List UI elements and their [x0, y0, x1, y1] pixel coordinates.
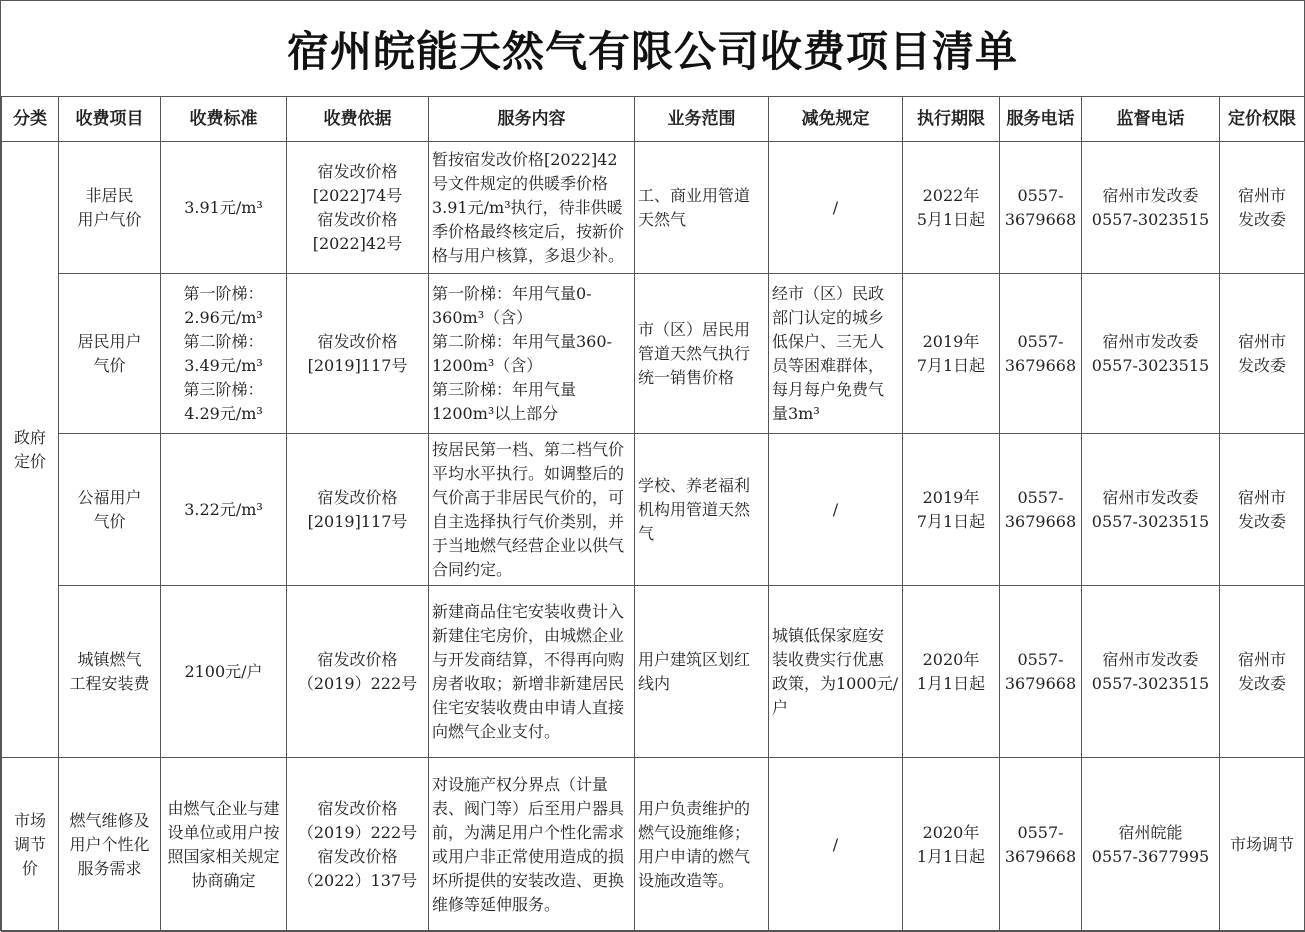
item-cell: 燃气维修及用户个性化服务需求	[59, 758, 161, 932]
period-cell: 2020年 1月1日起	[903, 586, 1000, 758]
header-category: 分类	[2, 97, 59, 142]
period-cell: 2020年 1月1日起	[903, 758, 1000, 932]
item-cell: 非居民 用户气价	[59, 142, 161, 274]
authority-cell: 宿州市 发改委	[1220, 274, 1305, 434]
period-cell: 2019年 7月1日起	[903, 274, 1000, 434]
header-supervision-phone: 监督电话	[1082, 97, 1220, 142]
service-phone-cell: 0557- 3679668	[1000, 274, 1082, 434]
authority-cell: 市场调节	[1220, 758, 1305, 932]
table-row	[2, 274, 1305, 434]
scope-cell: 用户建筑区划红线内	[635, 586, 769, 758]
item-cell: 公福用户 气价	[59, 434, 161, 586]
table-row	[2, 586, 1305, 758]
content-cell: 新建商品住宅安装收费计入新建住宅房价，由城燃企业与开发商结算，不得再向购房者收取；新增非新建居民住宅安装收费由申请人直接向燃气企业支付。	[429, 586, 635, 758]
exemption-cell: 城镇低保家庭安装收费实行优惠政策，为1000元/户	[769, 586, 903, 758]
scope-cell: 用户负责维护的燃气设施维修；用户申请的燃气设施改造等。	[635, 758, 769, 932]
basis-cell: 宿发改价格 [2019]117号	[287, 274, 429, 434]
supervision-phone-cell: 宿州皖能 0557-3677995	[1082, 758, 1220, 932]
supervision-phone-cell: 宿州市发改委 0557-3023515	[1082, 274, 1220, 434]
table-row	[2, 434, 1305, 586]
fee-table	[1, 96, 1305, 932]
exemption-cell: /	[769, 434, 903, 586]
service-phone-cell: 0557- 3679668	[1000, 586, 1082, 758]
header-exemption: 减免规定	[769, 97, 903, 142]
authority-cell: 宿州市 发改委	[1220, 434, 1305, 586]
standard-cell: 3.22元/m³	[161, 434, 287, 586]
service-phone-cell: 0557- 3679668	[1000, 758, 1082, 932]
supervision-phone-cell: 宿州市发改委 0557-3023515	[1082, 434, 1220, 586]
service-phone-cell: 0557- 3679668	[1000, 142, 1082, 274]
header-scope: 业务范围	[635, 97, 769, 142]
supervision-phone-cell: 宿州市发改委 0557-3023515	[1082, 142, 1220, 274]
content-cell: 第一阶梯：年用气量0-360m³（含） 第二阶梯：年用气量360-1200m³（含） 第三阶梯：年用气量1200m³以上部分	[429, 274, 635, 434]
standard-cell: 3.91元/m³	[161, 142, 287, 274]
category-cell-market: 市场 调节 价	[2, 758, 59, 932]
basis-cell: 宿发改价格 （2019）222号	[287, 586, 429, 758]
header-row	[2, 97, 1305, 142]
header-item: 收费项目	[59, 97, 161, 142]
page-title: 宿州皖能天然气有限公司收费项目清单	[286, 26, 1018, 76]
basis-cell: 宿发改价格 [2019]117号	[287, 434, 429, 586]
content-cell	[429, 142, 635, 274]
header-standard: 收费标准	[161, 97, 287, 142]
item-cell: 城镇燃气 工程安装费	[59, 586, 161, 758]
exemption-cell: /	[769, 142, 903, 274]
header-basis: 收费依据	[287, 97, 429, 142]
period-cell: 2022年 5月1日起	[903, 142, 1000, 274]
standard-cell: 第一阶梯： 2.96元/m³ 第二阶梯： 3.49元/m³ 第三阶梯： 4.29元/m³	[161, 274, 287, 434]
period-cell: 2019年 7月1日起	[903, 434, 1000, 586]
scope-cell: 工、商业用管道天然气	[635, 142, 769, 274]
standard-cell: 2100元/户	[161, 586, 287, 758]
header-authority: 定价权限	[1220, 97, 1305, 142]
content-cell: 按居民第一档、第二档气价平均水平执行。如调整后的气价高于非居民气价的，可自主选择执行气价类别，并于当地燃气经营企业以供气合同约定。	[429, 434, 635, 586]
header-period: 执行期限	[903, 97, 1000, 142]
basis-cell: 宿发改价格 （2019）222号 宿发改价格 （2022）137号	[287, 758, 429, 932]
content-text: 暂按宿发改价格[2022]42号文件规定的供暖季价格3.91元/m³执行，待非供暖季价格最终核定后，按新价格与用户核算，多退少补。	[432, 149, 625, 265]
supervision-phone-cell: 宿州市发改委 0557-3023515	[1082, 586, 1220, 758]
category-cell-government: 政府 定价	[2, 142, 59, 758]
basis-cell: 宿发改价格 [2022]74号 宿发改价格 [2022]42号	[287, 142, 429, 274]
exemption-cell: 经市（区）民政部门认定的城乡低保户、三无人员等困难群体，每月每户免费气量3m³	[769, 274, 903, 434]
header-content: 服务内容	[429, 97, 635, 142]
content-cell: 对设施产权分界点（计量表、阀门等）后至用户器具前，为满足用户个性化需求或用户非正常使用造成的损坏所提供的安装改造、更换维修等延伸服务。	[429, 758, 635, 932]
exemption-cell: /	[769, 758, 903, 932]
service-phone-cell: 0557- 3679668	[1000, 434, 1082, 586]
header-service-phone: 服务电话	[1000, 97, 1082, 142]
table-row	[2, 758, 1305, 932]
table-row	[2, 142, 1305, 274]
standard-cell: 由燃气企业与建设单位或用户按照国家相关规定协商确定	[161, 758, 287, 932]
authority-cell: 宿州市 发改委	[1220, 586, 1305, 758]
scope-cell: 市（区）居民用管道天然气执行统一销售价格	[635, 274, 769, 434]
item-cell: 居民用户 气价	[59, 274, 161, 434]
scope-cell: 学校、养老福利机构用管道天然气	[635, 434, 769, 586]
authority-cell: 宿州市 发改委	[1220, 142, 1305, 274]
